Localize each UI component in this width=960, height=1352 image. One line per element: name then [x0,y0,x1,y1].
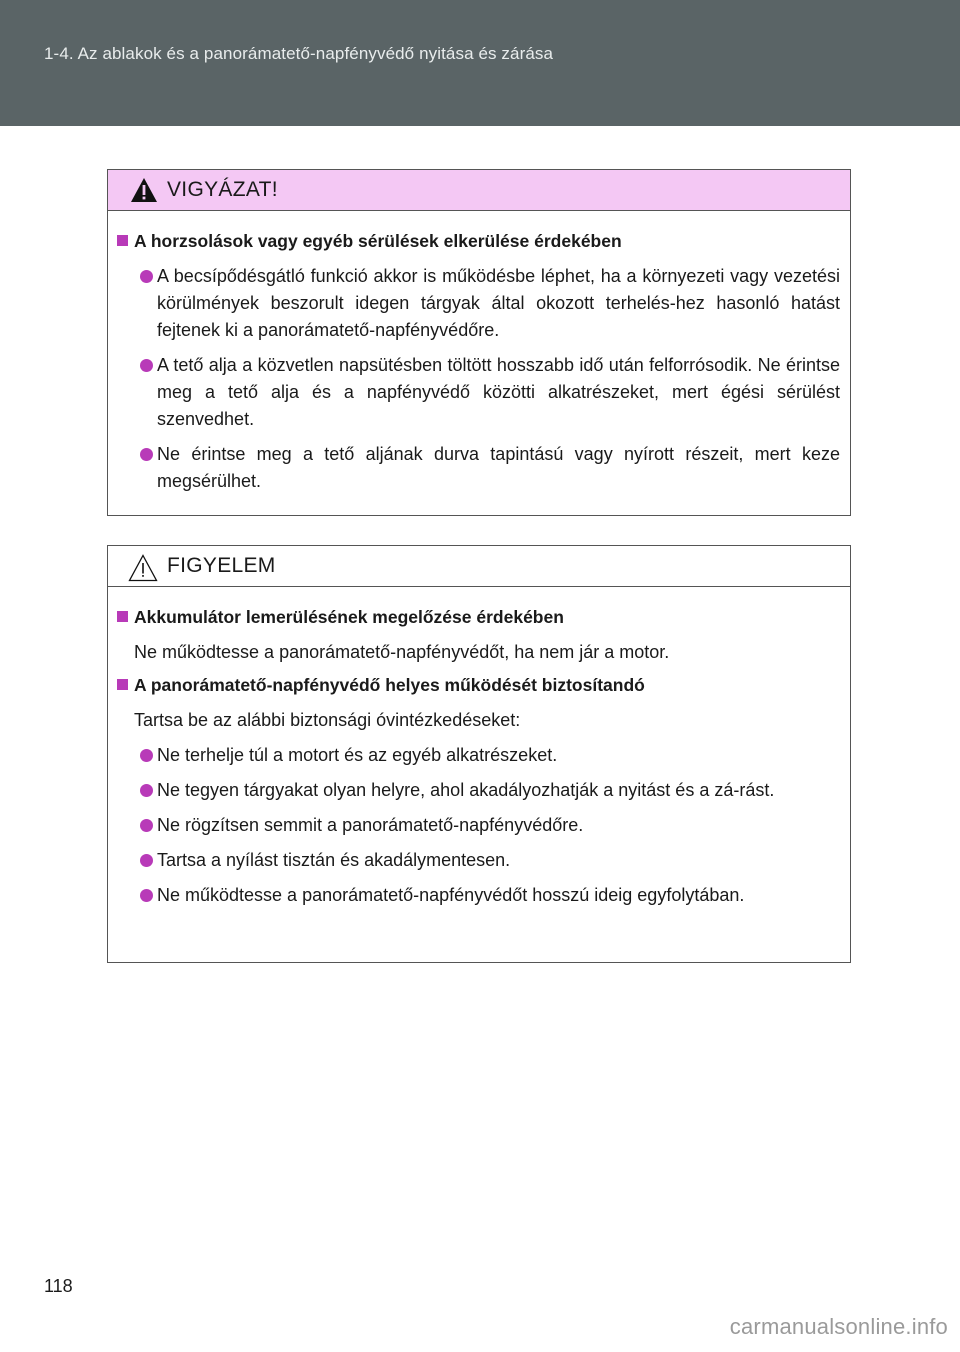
bullet-dot-icon [140,448,153,461]
warning-filled-icon [130,177,158,203]
bullet-text: Tartsa a nyílást tisztán és akadálymentesen. [157,850,511,870]
bullet-text: A becsípődésgátló funkció akkor is működésbe léphet, ha a környezeti vagy vezetési körülmények beszorult idegen tárgyak által okozott terhelés-hez hasonló hatást fejtenek ki a panorámatető-napfényvédőre. [157,266,840,340]
warning-box-label: VIGYÁZAT! [167,178,278,201]
header-band [0,0,960,126]
notice-section-title: A panorámatető-napfényvédő helyes működését biztosítandó [116,674,842,697]
bullet-text: Ne tegyen tárgyakat olyan helyre, ahol akadályozhatják a nyitást és a zá-rást. [157,780,775,800]
warning-section-title: A horzsolások vagy egyéb sérülések elkerülése érdekében [116,230,842,253]
notice-bullet [116,847,842,874]
bullet-text: Ne működtesse a panorámatető-napfényvédőt hosszú ideig egyfolytában. [157,885,745,905]
warning-bullet [116,441,842,495]
warning-outline-icon [128,554,158,582]
notice-box-header [108,546,850,587]
bullet-dot-icon [140,359,153,372]
page-number: 118 [44,1276,73,1296]
warning-box [107,169,851,516]
chapter-title: 1-4. Az ablakok és a panorámatető-napfényvédő nyitása és zárása [44,44,554,63]
watermark: carmanualsonline.info [729,1314,948,1339]
notice-section-title: Akkumulátor lemerülésének megelőzése érdekében [116,606,842,629]
notice-bullet [116,777,842,804]
notice-section-text: Ne működtesse a panorámatető-napfényvédőt, ha nem jár a motor. [134,642,670,662]
warning-bullet [116,263,842,344]
notice-bullet [116,882,842,909]
notice-bullet [116,742,842,769]
bullet-text: Ne érintse meg a tető aljának durva tapintású vagy nyírott részeit, mert keze megsérülhet. [157,444,840,491]
warning-box-header [108,170,850,211]
bullet-dot-icon [140,889,153,902]
bullet-dot-icon [140,819,153,832]
bullet-dot-icon [140,784,153,797]
bullet-text: A tető alja a közvetlen napsütésben töltött hosszabb idő után felforrósodik. Ne érintse meg a tető alja és a napfényvédő közötti alkatrészeket, mert égési sérülést szenvedhet. [157,355,840,429]
notice-section-text: Tartsa be az alábbi biztonsági óvintézkedéseket: [134,710,521,730]
bullet-dot-icon [140,270,153,283]
notice-bullet [116,812,842,839]
bullet-text: Ne terhelje túl a motort és az egyéb alkatrészeket. [157,745,558,765]
bullet-text: Ne rögzítsen semmit a panorámatető-napfényvédőre. [157,815,584,835]
warning-bullet [116,352,842,433]
bullet-dot-icon [140,749,153,762]
warning-box-body [108,211,850,495]
notice-box-label: FIGYELEM [167,554,276,577]
bullet-dot-icon [140,854,153,867]
notice-box-body [108,587,850,909]
notice-box [107,545,851,963]
